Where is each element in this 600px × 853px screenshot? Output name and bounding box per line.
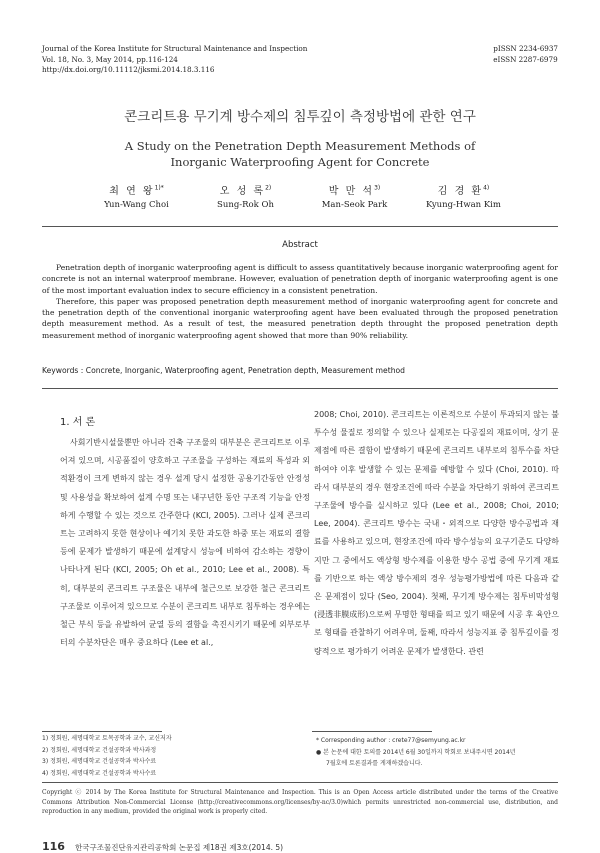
author-name-en: Man-Seok Park <box>321 200 388 210</box>
author-list <box>82 182 518 210</box>
footnotes-left <box>42 733 172 779</box>
author-affiliation-mark: 2) <box>265 184 272 192</box>
body-paragraph: 2008; Choi, 2010). 콘크리트는 이론적으로 수분이 투과되지 않는 불투수성 물질로 정의할 수 있으나 실제로는 다공질의 재료이며, 상기 문제점에 따른 결함이 발생하기 때문에 콘크리트 내부로의 침투수를 차단하여야 이후 발생할 수 있는 문제를 예방할 수 있다 (Choi, 2010). 따라서 대부분의 경우 현장조건에 따라 수분을 차단하기 위하여 콘크리트 구조물에 방수를 실시하고 있다 (Lee et al., 2008; Choi, 2010; Lee, 2004). 콘크리트 방수는 국내・외적으로 다양한 방수공법과 재료를 사용하고 있으며, 현장조건에 따라 방수성능의 요구기준도 다양하지만 그 중에서도 액상형 방수제를 이용한 방수 공법 중에 무기계 재료를 기반으로 하는 액상 방수제의 경우 성능평가방법에 따른 다음과 같은 문제점이 있다 (Seo, 2004). 첫째, 무기계 방수제는 침투비막성형 (浸透非膜成形)으로써 무명한 형태를 띄고 있기 때문에 시공 후 육안으로 형태를 관찰하기 어려우며, 둘째, 따라서 성능지표 중 침투깊이를 정량적으로 평가하기 어려운 문제가 발생한다. 관련 <box>314 410 559 656</box>
journal-doi[interactable]: http://dx.doi.org/10.11112/jksmi.2014.18.3.116 <box>42 65 215 74</box>
divider-top <box>42 226 558 227</box>
footnote: ● 본 논문에 대한 토의를 2014년 6월 30일까지 학회로 보내주시면 2014년 <box>316 748 516 756</box>
paper-title-english-line2: Inorganic Waterproofing Agent for Concrete <box>170 155 430 169</box>
author-affiliation-mark: 4) <box>483 184 490 192</box>
author-3 <box>300 182 409 210</box>
footnote-divider-right <box>312 731 432 732</box>
footnote: 1) 정회원, 세명대학교 토목공학과 교수, 교신저자 <box>42 735 172 742</box>
author-name-ko: 오 성 록 <box>219 186 266 197</box>
abstract-paragraph: Penetration depth of inorganic waterproofing agent is difficult to assess quantitatively because inorganic waterproofing agent for concrete is not an internal waterproof membrane. However, evaluation of penetration depth of inorganic waterproofing agent is one of the most important evaluation index to secure efficiency in a consistent penetration. <box>42 263 558 295</box>
author-4 <box>409 182 518 210</box>
journal-header-left <box>42 44 307 76</box>
author-2 <box>191 182 300 210</box>
footnotes-right <box>316 735 516 770</box>
journal-volume: Vol. 18, No. 3, May 2014, pp.116-124 <box>42 54 178 64</box>
corresponding-author: * Corresponding author : crete77@semyung.ac.kr <box>316 737 466 744</box>
footnote: 2) 정회원, 세명대학교 건설공학과 박사과정 <box>42 746 157 754</box>
footer-journal: 한국구조물진단유지관리공학회 논문집 제18권 제3호(2014. 5) <box>74 843 284 852</box>
author-name-en: Sung-Rok Oh <box>217 200 274 210</box>
footnote: 7월호에 토론결과를 게재하겠습니다. <box>326 760 423 767</box>
footnote-divider-left <box>42 731 162 732</box>
page-number: 116 <box>42 840 65 853</box>
journal-header-right <box>493 44 558 65</box>
section-title-introduction: 1. 서 론 <box>60 417 96 428</box>
author-name-en: Yun-Wang Choi <box>104 200 169 210</box>
journal-name: Journal of the Korea Institute for Structural Maintenance and Inspection <box>42 44 308 53</box>
footnote: 3) 정회원, 세명대학교 건설공학과 박사수료 <box>42 758 157 765</box>
footnote: 4) 정회원, 세명대학교 건설공학과 박사수료 <box>42 769 157 777</box>
paper-title-english <box>0 138 600 170</box>
author-affiliation-mark: 1)* <box>154 184 164 192</box>
pissn: pISSN 2234-6937 <box>493 44 558 53</box>
author-name-en: Kyung-Hwan Kim <box>426 200 501 210</box>
divider-abstract <box>42 388 558 389</box>
abstract-heading: Abstract <box>282 240 318 250</box>
eissn: eISSN 2287-6979 <box>493 54 558 64</box>
body-paragraph: 사회기반시설물뿐만 아니라 건축 구조물의 대부분은 콘크리트로 이루어져 있으며, 시공품질이 양호하고 구조물을 구성하는 재료의 특성과 외적환경이 크게 변하지 않는 경우 설계 당시 설정한 공용기간동안 안정성 및 사용성을 확보하여 설계 수명 또는 내구년한 동안 구조적 기능을 안정하게 수행할 수 있는 것으로 간주한다 (KCI, 2005). 그러나 실제 콘크리트는 고려하지 못한 현상이나 예기치 못한 과도한 하중 또는 재료의 결함 등에 문제가 발생하기 때문에 설계당시 성능에 비하여 감소하는 경향이 나타나게 된다 (KCI, 2005; Oh et al., 2010; Lee et al., 2008). 특히, 대부분의 콘크리트 구조물은 내부에 철근으로 보강한 철근 콘크리트 구조물로 이루어져 있으므로 수분이 콘크리트 내부로 침투하는 경우에는 철근 부식 등을 유발하여 균열 등의 결함을 촉진시키기 때문에 외부로부터의 수분차단은 매우 중요하다 (Lee et al., <box>60 438 310 648</box>
copyright-notice: Copyright ⓒ 2014 by The Korea Institute for Structural Maintenance and Inspection. This is an Open Access article distributed under the terms of the Creative Commons Attribution Non-Commercial License (http://creativecommons.org/licenses/by-nc/3.0)which permits unrestricted non-commercial use, distribution, and reproduction in any medium, provided the original work is properly cited. <box>42 789 558 816</box>
divider-copyright <box>42 782 558 783</box>
keywords: Keywords : Concrete, Inorganic, Waterproofing agent, Penetration depth, Measurement method <box>42 366 405 375</box>
abstract-body <box>42 262 558 341</box>
author-1 <box>82 182 191 210</box>
author-name-ko: 김 경 환 <box>437 186 484 197</box>
page-footer <box>42 840 283 853</box>
author-name-ko: 박 만 석 <box>328 186 375 197</box>
body-column-left <box>60 434 310 652</box>
body-column-right <box>314 406 559 661</box>
paper-title-korean: 콘크리트용 무기계 방수제의 침투깊이 측정방법에 관한 연구 <box>124 109 476 125</box>
author-name-ko: 최 연 왕 <box>109 186 155 197</box>
paper-title-english-line1: A Study on the Penetration Depth Measurement Methods of <box>124 139 476 153</box>
author-affiliation-mark: 3) <box>374 184 381 192</box>
abstract-paragraph: Therefore, this paper was proposed penetration depth measurement method of inorganic waterproofing agent for concrete and the penetration depth of the conventional inorganic waterproofing agent have been evaluated through the proposed penetration depth measurement method. As a result of test, the measured penetration depth throught the proposed penetration depth measurement method of inorganic waterproofing agent showed that more than 90% reliability. <box>42 296 558 340</box>
